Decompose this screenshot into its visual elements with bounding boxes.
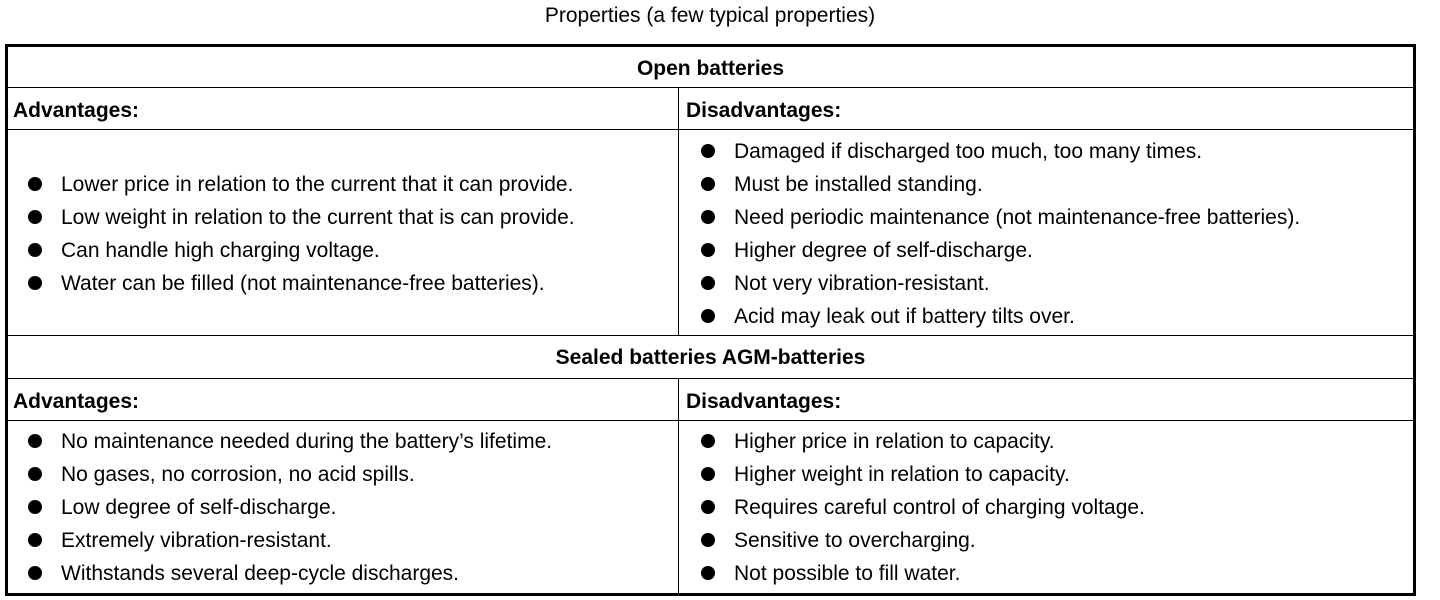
list-item: Withstands several deep-cycle discharges. [8,557,552,590]
row-divider [8,335,1413,336]
bullet-icon [28,533,42,547]
column-divider [678,378,679,593]
bullet-icon [701,210,715,224]
open-disadvantages-heading: Disadvantages: [686,99,842,122]
column-divider [678,87,679,335]
bullet-icon [28,177,42,191]
battery-properties-table [5,44,1416,596]
bullet-icon [701,434,715,448]
row-divider [8,378,1413,379]
table-caption: Properties (a few typical properties) [544,4,876,27]
list-item: Low weight in relation to the current that is can provide. [8,201,575,234]
sealed-disadvantages-heading: Disadvantages: [686,390,842,413]
bullet-icon [701,309,715,323]
row-divider [8,87,1413,88]
list-item: Higher degree of self-discharge. [681,234,1300,267]
section-title-open-batteries: Open batteries [636,57,785,80]
list-item: No gases, no corrosion, no acid spills. [8,458,552,491]
list-item: Higher weight in relation to capacity. [681,458,1145,491]
bullet-icon [28,566,42,580]
bullet-icon [28,210,42,224]
bullet-icon [28,243,42,257]
open-advantages-heading: Advantages: [13,99,140,122]
list-item: Not possible to fill water. [681,557,1145,590]
bullet-icon [28,467,42,481]
list-item: Need periodic maintenance (not maintenance-free batteries). [681,201,1300,234]
bullet-icon [701,276,715,290]
sealed-advantages-heading: Advantages: [13,390,140,413]
list-item: Acid may leak out if battery tilts over. [681,300,1300,333]
sealed-advantages-list [8,425,552,590]
list-item: Requires careful control of charging voltage. [681,491,1145,524]
bullet-icon [28,276,42,290]
bullet-icon [701,533,715,547]
bullet-icon [701,243,715,257]
bullet-icon [701,144,715,158]
row-divider [8,420,1413,421]
list-item: Extremely vibration-resistant. [8,524,552,557]
list-item: Water can be filled (not maintenance-free batteries). [8,267,575,300]
list-item: Can handle high charging voltage. [8,234,575,267]
row-divider [8,129,1413,130]
list-item: Sensitive to overcharging. [681,524,1145,557]
sealed-disadvantages-list [681,425,1145,590]
bullet-icon [28,434,42,448]
list-item: Low degree of self-discharge. [8,491,552,524]
bullet-icon [701,177,715,191]
list-item: Must be installed standing. [681,168,1300,201]
open-disadvantages-list [681,135,1300,333]
list-item: Lower price in relation to the current that it can provide. [8,168,575,201]
bullet-icon [701,500,715,514]
section-title-sealed-batteries: Sealed batteries AGM-batteries [555,346,866,369]
bullet-icon [701,467,715,481]
list-item: Not very vibration-resistant. [681,267,1300,300]
list-item: No maintenance needed during the battery’s lifetime. [8,425,552,458]
list-item: Higher price in relation to capacity. [681,425,1145,458]
bullet-icon [28,500,42,514]
open-advantages-list [8,168,575,300]
bullet-icon [701,566,715,580]
list-item: Damaged if discharged too much, too many times. [681,135,1300,168]
